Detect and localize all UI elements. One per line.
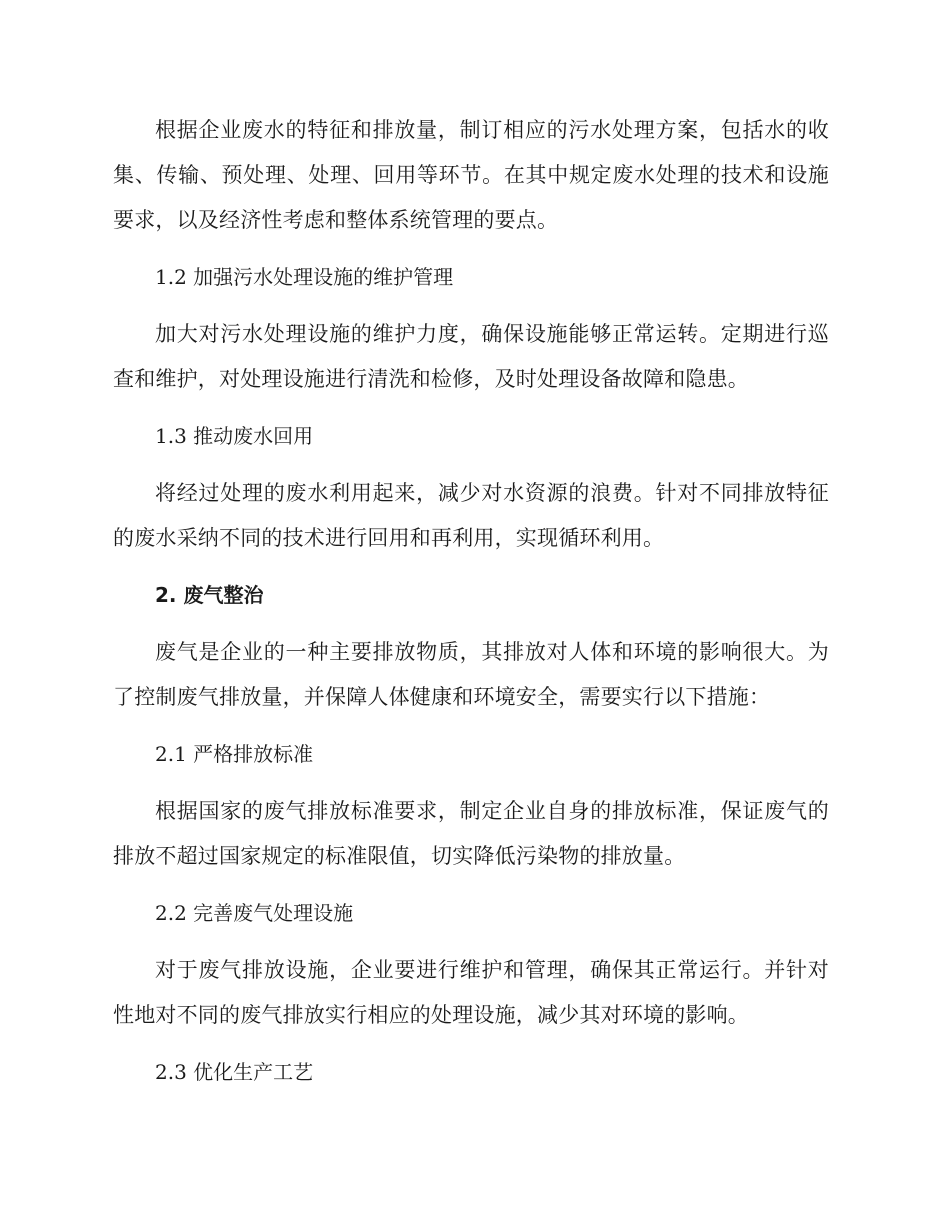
- subheading-1-3: 1.3 推动废水回用: [155, 424, 314, 448]
- paragraph-wastewater-plan: 根据企业废水的特征和排放量，制订相应的污水处理方案，包括水的收集、传输、预处理、处理、回用等环节。在其中规定废水处理的技术和设施要求，以及经济性考虑和整体系统管理的要点。: [113, 118, 829, 232]
- paragraph-facility-maintenance: 加大对污水处理设施的维护力度，确保设施能够正常运转。定期进行巡查和维护，对处理设施进行清洗和检修，及时处理设备故障和隐患。: [113, 322, 829, 391]
- paragraph-wastewater-reuse: 将经过处理的废水利用起来，减少对水资源的浪费。针对不同排放特征的废水采纳不同的技术进行回用和再利用，实现循环利用。: [113, 481, 829, 550]
- section-heading-2: 2. 废气整治: [155, 583, 264, 607]
- subheading-2-1: 2.1 严格排放标准: [155, 742, 314, 766]
- paragraph-emission-standard: 根据国家的废气排放标准要求，制定企业自身的排放标准，保证废气的排放不超过国家规定的标准限值，切实降低污染物的排放量。: [113, 799, 829, 868]
- document-page: [113, 108, 829, 1107]
- paragraph-exhaust-facility: 对于废气排放设施，企业要进行维护和管理，确保其正常运行。并针对性地对不同的废气排放实行相应的处理设施，减少其对环境的影响。: [113, 958, 829, 1027]
- subheading-1-2: 1.2 加强污水处理设施的维护管理: [155, 265, 454, 289]
- subheading-2-3: 2.3 优化生产工艺: [155, 1060, 314, 1084]
- subheading-2-2: 2.2 完善废气处理设施: [155, 901, 354, 925]
- paragraph-exhaust-intro: 废气是企业的一种主要排放物质，其排放对人体和环境的影响很大。为了控制废气排放量，并保障人体健康和环境安全，需要实行以下措施：: [113, 640, 829, 709]
